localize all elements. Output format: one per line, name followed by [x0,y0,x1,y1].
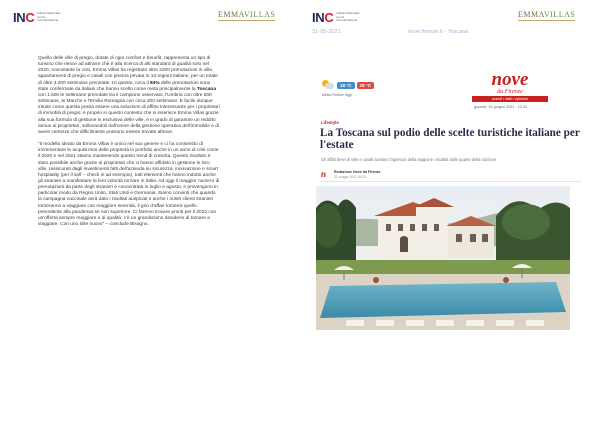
inc-logo [312,10,363,25]
nove-logo-word: nove [491,69,529,90]
villa-photo [316,186,570,330]
emma-villas-logo [218,10,275,21]
emma-villas-wordmark: EMMAVILLAS [518,10,576,19]
temp-max-badge: 28 °C [357,82,375,89]
author-name: Redazione Nove da Firenze [334,169,381,174]
paragraph-text: "Il modello ideato da Emma Villas è unico nel suo genere e ci ha consentito di incrementare le acquisizioni delle proprietà in portfolio anche in un anno di crisi come il 2020 e nel 2021 stiamo mantenendo questo trend di crescita. Questo risultato è stato possibile anche grazie ai proprietari che ci hanno affidato in gestione le loro ville, rassicurati dagli investimenti fatti dell'azienda su sicurezza, innovazione e smart hospitality (per il self – check in ad esempio), tutti elementi che hanno indotto anche gli stranieri a manifestare la loro volontà tornare in Italia. Ad oggi il maggior numero di prenotazioni da parte degli stranieri è concentrata in luglio e agosto, e provengono in particolar modo da Regno Unito, Stati Uniti e Germania. Siamo convinti che quando la campagna vaccinale avrà dato i risultati auspicati e anche i nostri clienti stranieri torneranno a viaggiare con maggiore serenità, il giro d'affari tornerrà quello precedente alla pandemia se non superiore. Ci faremo trovare pronti per il 2022 con un'offerta sempre maggiore e di qualità: c'è un grandissimo desiderio di tornare a viaggiare. Con uno stile nuovo" – conclude Bisogno. [38,142,220,228]
weather-widget [322,80,374,90]
nove-da-firenze-logo[interactable] [472,70,548,102]
inc-logo [13,10,64,25]
article-headline[interactable]: La Toscana sul podio delle scelte turistiche italiane per l'estate [320,127,580,152]
right-page [300,0,600,424]
article-body-text [38,56,220,234]
temp-min-badge: 18 °C [337,82,355,89]
nove-n-icon: n [321,169,327,179]
clip-source: nove.firenze.it - Toscana [408,29,469,35]
paragraph-text: con 1.600 le settimane prenotate tra il campione osservato, l'Umbria con oltre 500 settimane, le Marche e l'Emilia Romagna con circa 200 settimane. E facile dunque intuire come questa possa essere una soluzione di affitto interessante per i proprietari di immobili di pregio: è proprio in questo contesto che si inserisce Emma Villas grazie alla sua formula di gestione in esclusiva delle ville, è in grado di garantire un reddito annuo ai proprietari, sollevandoli dall'onere della gestione operativa dell'immobile e di avere certezze che difficilmente possono essere trovate altrove. [38,92,220,135]
author-row [321,169,381,179]
emma-villas-wordmark: EMMAVILLAS [218,10,276,19]
clip-publish-date: 31-05-2021 [312,29,341,35]
inc-logo-wordmark: INC [312,10,334,25]
section-label[interactable]: Lifestyle [321,120,339,125]
weather-source: Meteo Firenze Oggi [322,93,352,97]
divider [320,181,582,182]
emma-villas-logo [518,10,575,21]
nove-logo-sub: da Firenze [497,89,523,95]
paragraph-text: delle prenotazioni sono state confermate da italiani che hanno scelto come meta principalmente la [38,80,211,92]
body-paragraph [38,142,220,228]
article-subtitle: Gli affitti brevi di ville e casali avviano l'apertura della stagione, risultati dalle quarte della nazione [321,157,497,162]
inc-logo-tagline: Istituto Nazionale per la Comunicazione [37,11,61,23]
nove-logo-tagline: eventi • fatti • opinioni [472,96,548,102]
highlighted-text: 84% [150,80,160,86]
author-date: 31 maggio 2021 09:20 [334,174,366,179]
paragraph-text: Quello delle ville di pregio, dotate di ogni comfort e benefit, rappresenta un tipo di turismo che riesce ad attrarre chè è alla ricerca di alti standard di qualità solo nel 2020, nonostante la crisi, Emma Villas ha registrato oltre 2200 prenotazioni in ville, appartamenti di pregio e casali con piscina privata in 14 regioni italiane, per un totale di oltre 3.200 settimane prenotate. Di queste, circa il [38,56,218,86]
partly-cloudy-icon [322,80,334,90]
press-clipping [314,66,586,334]
highlighted-text: Toscana [196,86,217,92]
inc-logo-wordmark: INC [13,10,35,25]
inc-logo-tagline: Istituto Nazionale per la Comunicazione [336,11,360,23]
site-date: giovedì, 10 giugno 2021 - 12:41 [474,105,528,109]
body-paragraph [38,56,220,136]
